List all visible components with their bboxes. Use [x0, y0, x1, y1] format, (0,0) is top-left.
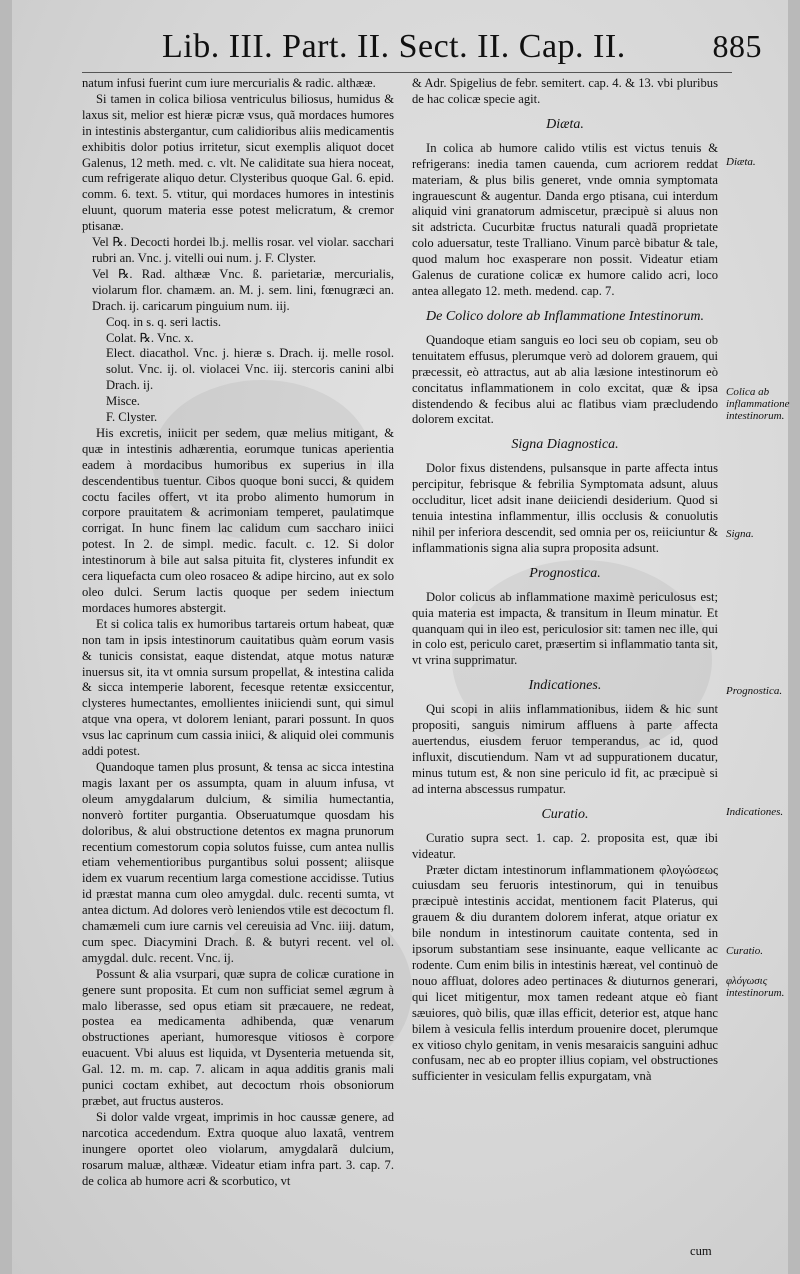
running-header: [162, 28, 762, 66]
margin-note: Colica ab inflammatione intestinorum.: [726, 386, 790, 422]
paragraph: Quandoque etiam sanguis eo loci seu ob copiam, seu ob tenuitatem effusus, plerumque verò ad dolorem grauem, qui præcessit, eò attractus, aut ab alia læsione intestinorum eò concitatus inflammationem in colo excitat, quæ & ipsa distendendo & fecibus alui ac flatibus viam præcludendo dolorem excitat.: [412, 332, 718, 427]
recipe-line: Vel ℞. Rad. althææ Vnc. ß. parietariæ, mercurialis, violarum flor. chamæm. an. M. j. sem. lini, fœnugræci an. Drach. ij. caricarum pinguium num. iij.: [92, 266, 394, 313]
left-column: [82, 76, 394, 1189]
paragraph: Præter dictam intestinorum inflammationem φλογώσεως cuiusdam seu feruoris intestinorum, qui in tenuibus præcipuè intestinis accidat, mentionem facit Platerus, qui grauem & diu durantem dolorem inferat, atque oriatur ex bile nondum in intestinorum cauitate contenta, sed in ipsorum substantiam sese insinuante, eaque vellicante ac rodente. Cum enim bilis in intestinis hæreat, vel continuò de nouo affluat, dolores adeo pertinaces & diuturnos generari, qui licet mitigentur, mox tamen redeant atque eò fiant sæuiores, quò bilis, quæ illas efficit, deterior est, atque hanc bilem à vesicula fellis interdum prouenire docet, plerumque ex vitioso chylo genitam, in venis mesaraicis sanguini adhuc confusam, nec ab eo propter illius copiam, vel obstructiones sufficienter in vesiculam fellis expurgatam, vnà: [412, 862, 718, 1084]
paragraph: Qui scopi in aliis inflammationibus, iidem & hic sunt propositi, sanguis nimirum affluens à parte affecta auertendus, eiusdem feruor temperandus, ac id, quod influxit, discutiendum. Nam vt ad suppurationem ducatur, minus tutum est, & non sine periculo id fit, ac præcipuè si ad interna abscessus rumpatur.: [412, 702, 718, 796]
margin-note: φλόγωσις intestinorum.: [726, 975, 785, 999]
right-column: [412, 76, 718, 1085]
section-heading: Prognostica.: [529, 565, 601, 581]
recipe-line: Coq. in s. q. seri lactis.: [106, 314, 222, 329]
recipe-line: Misce.: [106, 394, 140, 409]
page-number: 885: [712, 28, 762, 64]
section-heading: Signa Diagnostica.: [511, 437, 619, 453]
recipe-line: Colat. ℞. Vnc. x.: [106, 330, 194, 345]
paragraph: Dolor colicus ab inflammatione maximè periculosus est; quia materia est impacta, & transitum in Ileum minatur. Et quanquam qui in ileo est, periculosior sit: tamen nec ille, qui in colo est, periculo caret, præsertim si inflammatio tanta sit, vt vrina supprimatur.: [412, 589, 718, 668]
paragraph: Dolor fixus distendens, pulsansque in parte affecta intus percipitur, febrisque & febrilia Symptomata adsunt, aluus occluditur, licet adsit inane deiiciendi desiderium. Quod si tenuia intestina inflammentur, illis occlusis & conuolutis nihil per inferiora descendit, sed omnia per os, reiiciuntur & inflammationis signa alia supra proposita adsunt.: [412, 461, 718, 555]
section-heading: Diæta.: [546, 116, 584, 132]
section-heading: Curatio.: [541, 806, 589, 822]
margin-note: Prognostica.: [726, 685, 783, 697]
paragraph: Possunt & alia vsurpari, quæ supra de colicæ curatione in genere sunt proposita. Et cum non sufficiat semel ægrum à malo liberasse, sed opus etiam sit præcauere, ne redeat, postea ea medicamenta adhibenda, quæ venarum obstructiones aperiant, humoresque vitiosos è corpore euacuent. Vbi aluus est liquida, vt Dysenteria metuenda sit, Gal. 12. m. m. cap. 7. alicam in aqua additis granis mali punici coctam exhibet, aut decoctum rhois obsoniorum præbet, aut fructus austeros.: [82, 966, 394, 1108]
paragraph: & Adr. Spigelius de febr. semitert. cap. 4. & 13. vbi pluribus de hac colicæ specie agit.: [412, 76, 718, 106]
recipe-line: F. Clyster.: [106, 410, 158, 425]
margin-note: Curatio.: [726, 945, 763, 957]
header-rule: [82, 72, 732, 73]
book-page: [12, 0, 788, 1274]
paragraph: Si tamen in colica biliosa ventriculus biliosus, humidus & laxus sit, melior est hieræ picræ vsus, quã mordaces humores in intestinis abstergantur, cum calidioribus aliis medicamentis exhibitis dolor potius irritetur, sicut exemplis aliquot docet Galenus, 12 meth. med. c. vlt. Ne caliditate sua hiera noceat, cum refrigerate aliquo detur. Clysteribus quoque Gal. 6. epid. comm. 6. text. 5. vtitur, qui mordaces humores in intestinis eluunt, quorum materia esse potest melicratum, & cremor ptisanæ.: [82, 91, 394, 234]
paragraph: In colica ab humore calido vtilis est victus tenuis & refrigerans: inedia tamen cauenda, cum acriorem reddat materiam, & plus bilis generet, vnde omnia symptomata ingrauescunt & augentur. Danda ergo ptisana, cui interdum aliquid vini granatorum admiscetur, præcipuè si aluus non sit adstricta. Cucurbitæ fructus naturali quadã proprietate colo aduersatur, teste Tralliano. Vinum parcè bibatur & tale, quod malum hoc exasperare non possit. Videatur etiam Galenus de curatione colicæ ex humore calido acri, loco antea allegato 12. meth. medend. cap. 7.: [412, 140, 718, 298]
paragraph: Si dolor valde vrgeat, imprimis in hoc caussæ genere, ad narcotica accedendum. Extra quoque aluo laxatâ, ventrem inungere oportet oleo violarum, amygdalarã dulcium, rosarum maluæ, althææ. Videatur etiam infra part. 3. cap. 7. de colica ab humore acri & scorbutico, vt: [82, 1109, 394, 1188]
margin-note: Signa.: [726, 528, 754, 540]
paragraph: Et si colica talis ex humoribus tartareis ortum habeat, quæ non tam in ipsis intestinorum cauitatibus quàm eorum vasis & tunicis consistat, eaque distendat, atque motus naturæ inuersus sit, ita vt omnia sursum propellat, & intestina calida & sicca intemperie laborent, fecesque retentæ exsiccentur, clysteres humectantes, emollientes iniiciendi sunt, qui simul atque vna opera, vt dolorem leniant, parari possunt. In quos vsus lac caprinum cum cassia iniici, & aliquid olei communis addi potest.: [82, 616, 394, 759]
section-heading: Indicationes.: [528, 678, 602, 694]
paragraph: Quandoque tamen plus prosunt, & tensa ac sicca intestina magis laxant per os assumpta, quam in aluum infusa, vt oleum amygdalarum dulcium, & similia humectantia, nonverò fortiter purgantia. Obseruatumque quosdam his doloribus, & alui obstructione detentos ex magna prunorum recentium comestorum copia solutos fuisse, cum antea nullis etiam vehementioribus purgantibus solui possent; aliisque idem ex vuarum recentium larga comestione accidisse. Tutius id præstat manna cum oleo amygdal. dulc. recenti sumta, vt antea dictum. Ad dolores verò leniendos vtile est decoctum fl. chamæmeli cum iure carnis vel cereuisia ad Vnc. iiij. datum, cum spec. Diacymini Drach. ß. & butyri recent. vel ol. amygdal. dulc. recent. Vnc. ij.: [82, 759, 394, 965]
catchword: cum: [690, 1244, 712, 1258]
margin-note: Indicationes.: [726, 806, 784, 818]
paragraph: His excretis, iniicit per sedem, quæ melius mitigant, & quæ in intestinis adhærentia, eorumque tunicas aperientia eadem à mordacibus humoribus ex superius in illa descendentibus tuentur. Cibos quoque boni succi, & quidem coctu faciles offert, vt ita probo alimento humorum in corpore prauitatem & acrimoniam temperet, paulatimque corrigat. In hunc finem lac calidum cum saccharo iniici potest. In 2. de simpl. medic. facult. c. 12. Si dolor intestinorum à bile aut salsa pituita fit, clysteres infundit ex cera liquefacta cum oleo rosaceo & adipe hircino, aut ex solo oleo dulci. Serum lactis quoque per sedem iniectum mordaces humores abstergit.: [82, 425, 394, 615]
paragraph: Curatio supra sect. 1. cap. 2. proposita est, quæ ibi videatur.: [412, 830, 718, 861]
paragraph: natum infusi fuerint cum iure mercurialis & radic. althææ.: [82, 76, 376, 90]
recipe-line: Vel ℞. Decocti hordei lb.j. mellis rosar. vel violar. sacchari rubri an. Vnc. j. vitelli oui num. j. F. Clyster.: [92, 235, 394, 265]
section-heading: De Colico dolore ab Inflammatione Intestinorum.: [426, 308, 704, 324]
running-title: Lib. III. Part. II. Sect. II. Cap. II.: [162, 28, 626, 65]
recipe-line: Elect. diacathol. Vnc. j. hieræ s. Drach. ij. melle rosol. solut. Vnc. ij. ol. violacei Vnc. iij. stercoris canini albi Drach. ij.: [106, 346, 394, 393]
margin-note: Diæta.: [726, 156, 756, 168]
